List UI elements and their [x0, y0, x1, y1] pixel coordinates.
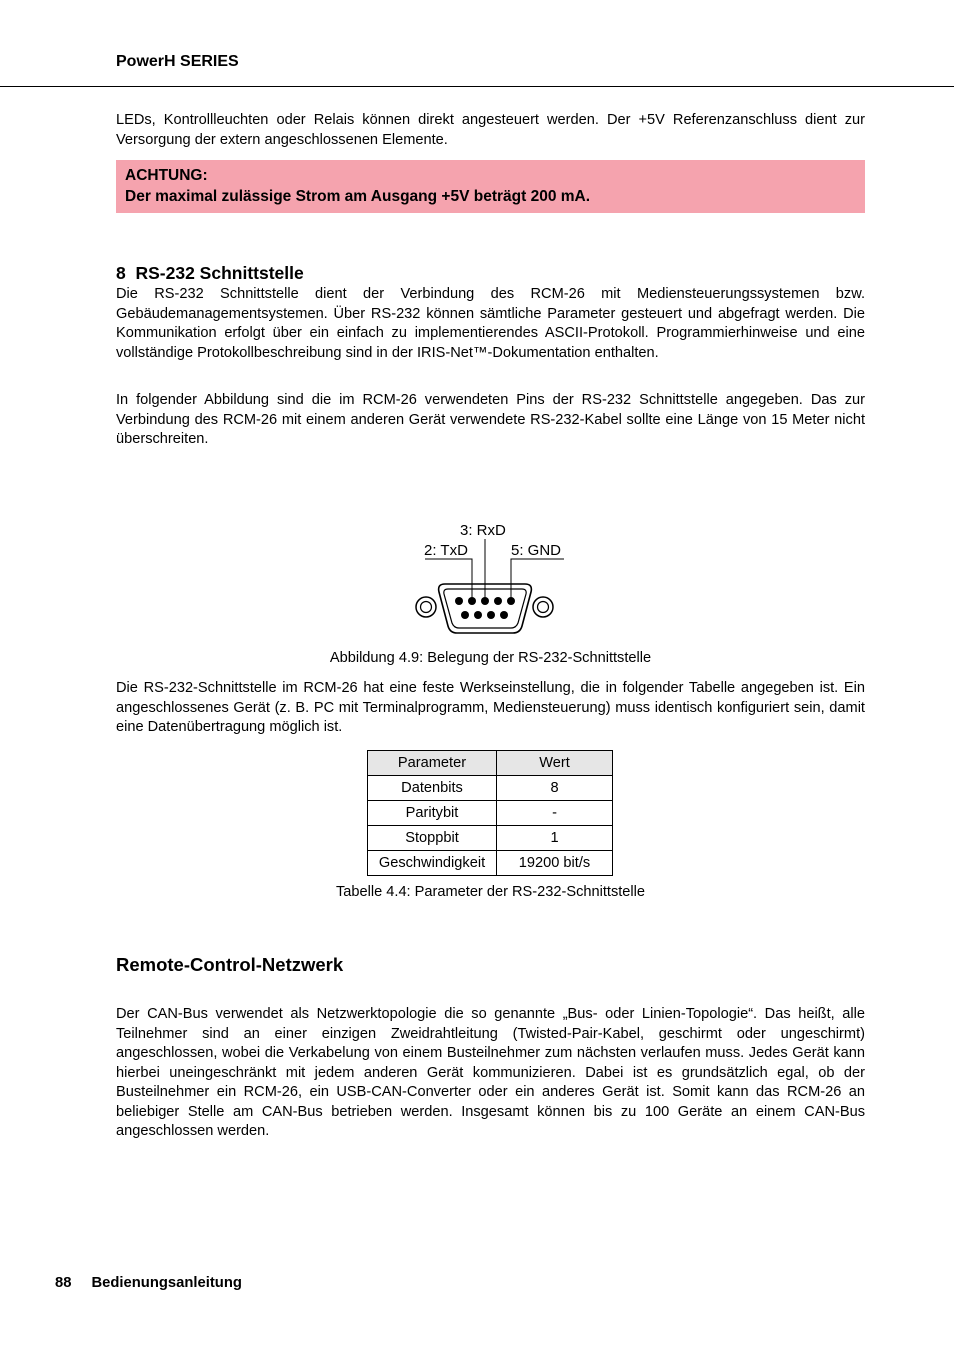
rs232-paragraph-1: Die RS-232 Schnittstelle dient der Verbindung des RCM-26 mit Mediensteuerungssystemen bzw. Gebäudemanagementsystemen. Über RS-232 können sämtliche Parameter gesteuert und abgefragt werden. Die Kommunikation erfolgt über ein einfach zu implementierendes ASCII-Protokoll. Programmierhinweise und eine vollständige Protokollbeschreibung sind in der IRIS-Net™-Dokumentation enthalten. — [116, 286, 865, 361]
rs232-parameter-table — [367, 750, 613, 876]
table-header-cell: Parameter — [368, 751, 497, 776]
table-row — [368, 776, 613, 801]
right-screw-icon — [533, 597, 553, 617]
table-cell: - — [497, 801, 613, 826]
rs232-paragraph-2: In folgender Abbildung sind die im RCM-26 verwendeten Pins der RS-232 Schnittstelle angegeben. Das zur Verbindung des RCM-26 mit einem anderen Gerät verwendete RS-232-Kabel sollte eine Länge von 15 Meter nicht überschreiten. — [116, 392, 865, 447]
pin-label-txd: 2: TxD — [424, 542, 468, 559]
table-cell: Datenbits — [368, 776, 497, 801]
section-title: RS-232 Schnittstelle — [135, 263, 304, 283]
header-title: PowerH SERIES — [116, 53, 239, 70]
table-cell: 19200 bit/s — [497, 851, 613, 876]
table-row — [368, 826, 613, 851]
left-screw-icon — [416, 597, 436, 617]
page-footer — [55, 1275, 242, 1291]
header-divider — [0, 86, 954, 87]
db9-connector-diagram — [405, 512, 565, 638]
section-heading-can: Remote-Control-Netzwerk — [116, 954, 344, 975]
warning-text: Der maximal zulässige Strom am Ausgang +5V beträgt 200 mA. — [125, 187, 591, 205]
table-cell: 8 — [497, 776, 613, 801]
page-number: 88 — [55, 1275, 72, 1291]
table-cell: Paritybit — [368, 801, 497, 826]
footer-label: Bedienungsanleitung — [91, 1275, 242, 1291]
table-row — [368, 851, 613, 876]
can-paragraph: Der CAN-Bus verwendet als Netzwerktopologie die so genannte „Bus- oder Linien-Topologie“. Das heißt, alle Teilnehmer sind an einer einzigen Zweidrahtleitung (Twisted-Pair-Kabel, geschirmt oder ungeschirmt) angeschlossen, wobei die Verkabelung von einem Busteilnehmer zum nächsten verlaufen muss. Jedes Gerät kann hierbei uneingeschränkt mit jedem anderen Gerät kommunizieren. Dabei ist es grundsätzlich egal, ob der Busteilnehmer ein RCM-26, ein USB-CAN-Converter oder ein anderes Gerät ist. Somit kann das RCM-26 an beliebiger Stelle am CAN-Bus betrieben werden. Insgesamt können bis zu 100 Geräte an einem CAN-Bus angeschlossen werden. — [116, 1006, 865, 1139]
section-number: 8 — [116, 263, 126, 283]
warning-label: ACHTUNG: — [125, 167, 208, 184]
table-row — [368, 801, 613, 826]
intro-paragraph: LEDs, Kontrollleuchten oder Relais können direkt angesteuert werden. Der +5V Referenzanschluss dient zur Versorgung der extern angeschlossenen Elemente. — [116, 112, 865, 148]
table-cell: Stoppbit — [368, 826, 497, 851]
table-caption: Tabelle 4.4: Parameter der RS-232-Schnittstelle — [335, 884, 646, 900]
table-header-cell: Wert — [497, 751, 613, 776]
pin-label-gnd: 5: GND — [511, 542, 562, 559]
pin-label-rxd: 3: RxD — [460, 522, 506, 539]
table-cell: Geschwindigkeit — [368, 851, 497, 876]
table-header-row — [368, 751, 613, 776]
rs232-paragraph-3: Die RS-232-Schnittstelle im RCM-26 hat eine feste Werkseinstellung, die in folgender Tabelle angegeben ist. Ein angeschlossenes Gerät (z. B. PC mit Terminalprogramm, Mediensteuerung) muss identisch konfiguriert sein, damit eine Datenübertragung möglich ist. — [116, 680, 865, 735]
warning-box — [116, 160, 865, 213]
table-cell: 1 — [497, 826, 613, 851]
figure-caption: Abbildung 4.9: Belegung der RS-232-Schnittstelle — [329, 650, 652, 666]
section-heading-rs232 — [116, 263, 304, 284]
connector-pins — [455, 597, 515, 619]
